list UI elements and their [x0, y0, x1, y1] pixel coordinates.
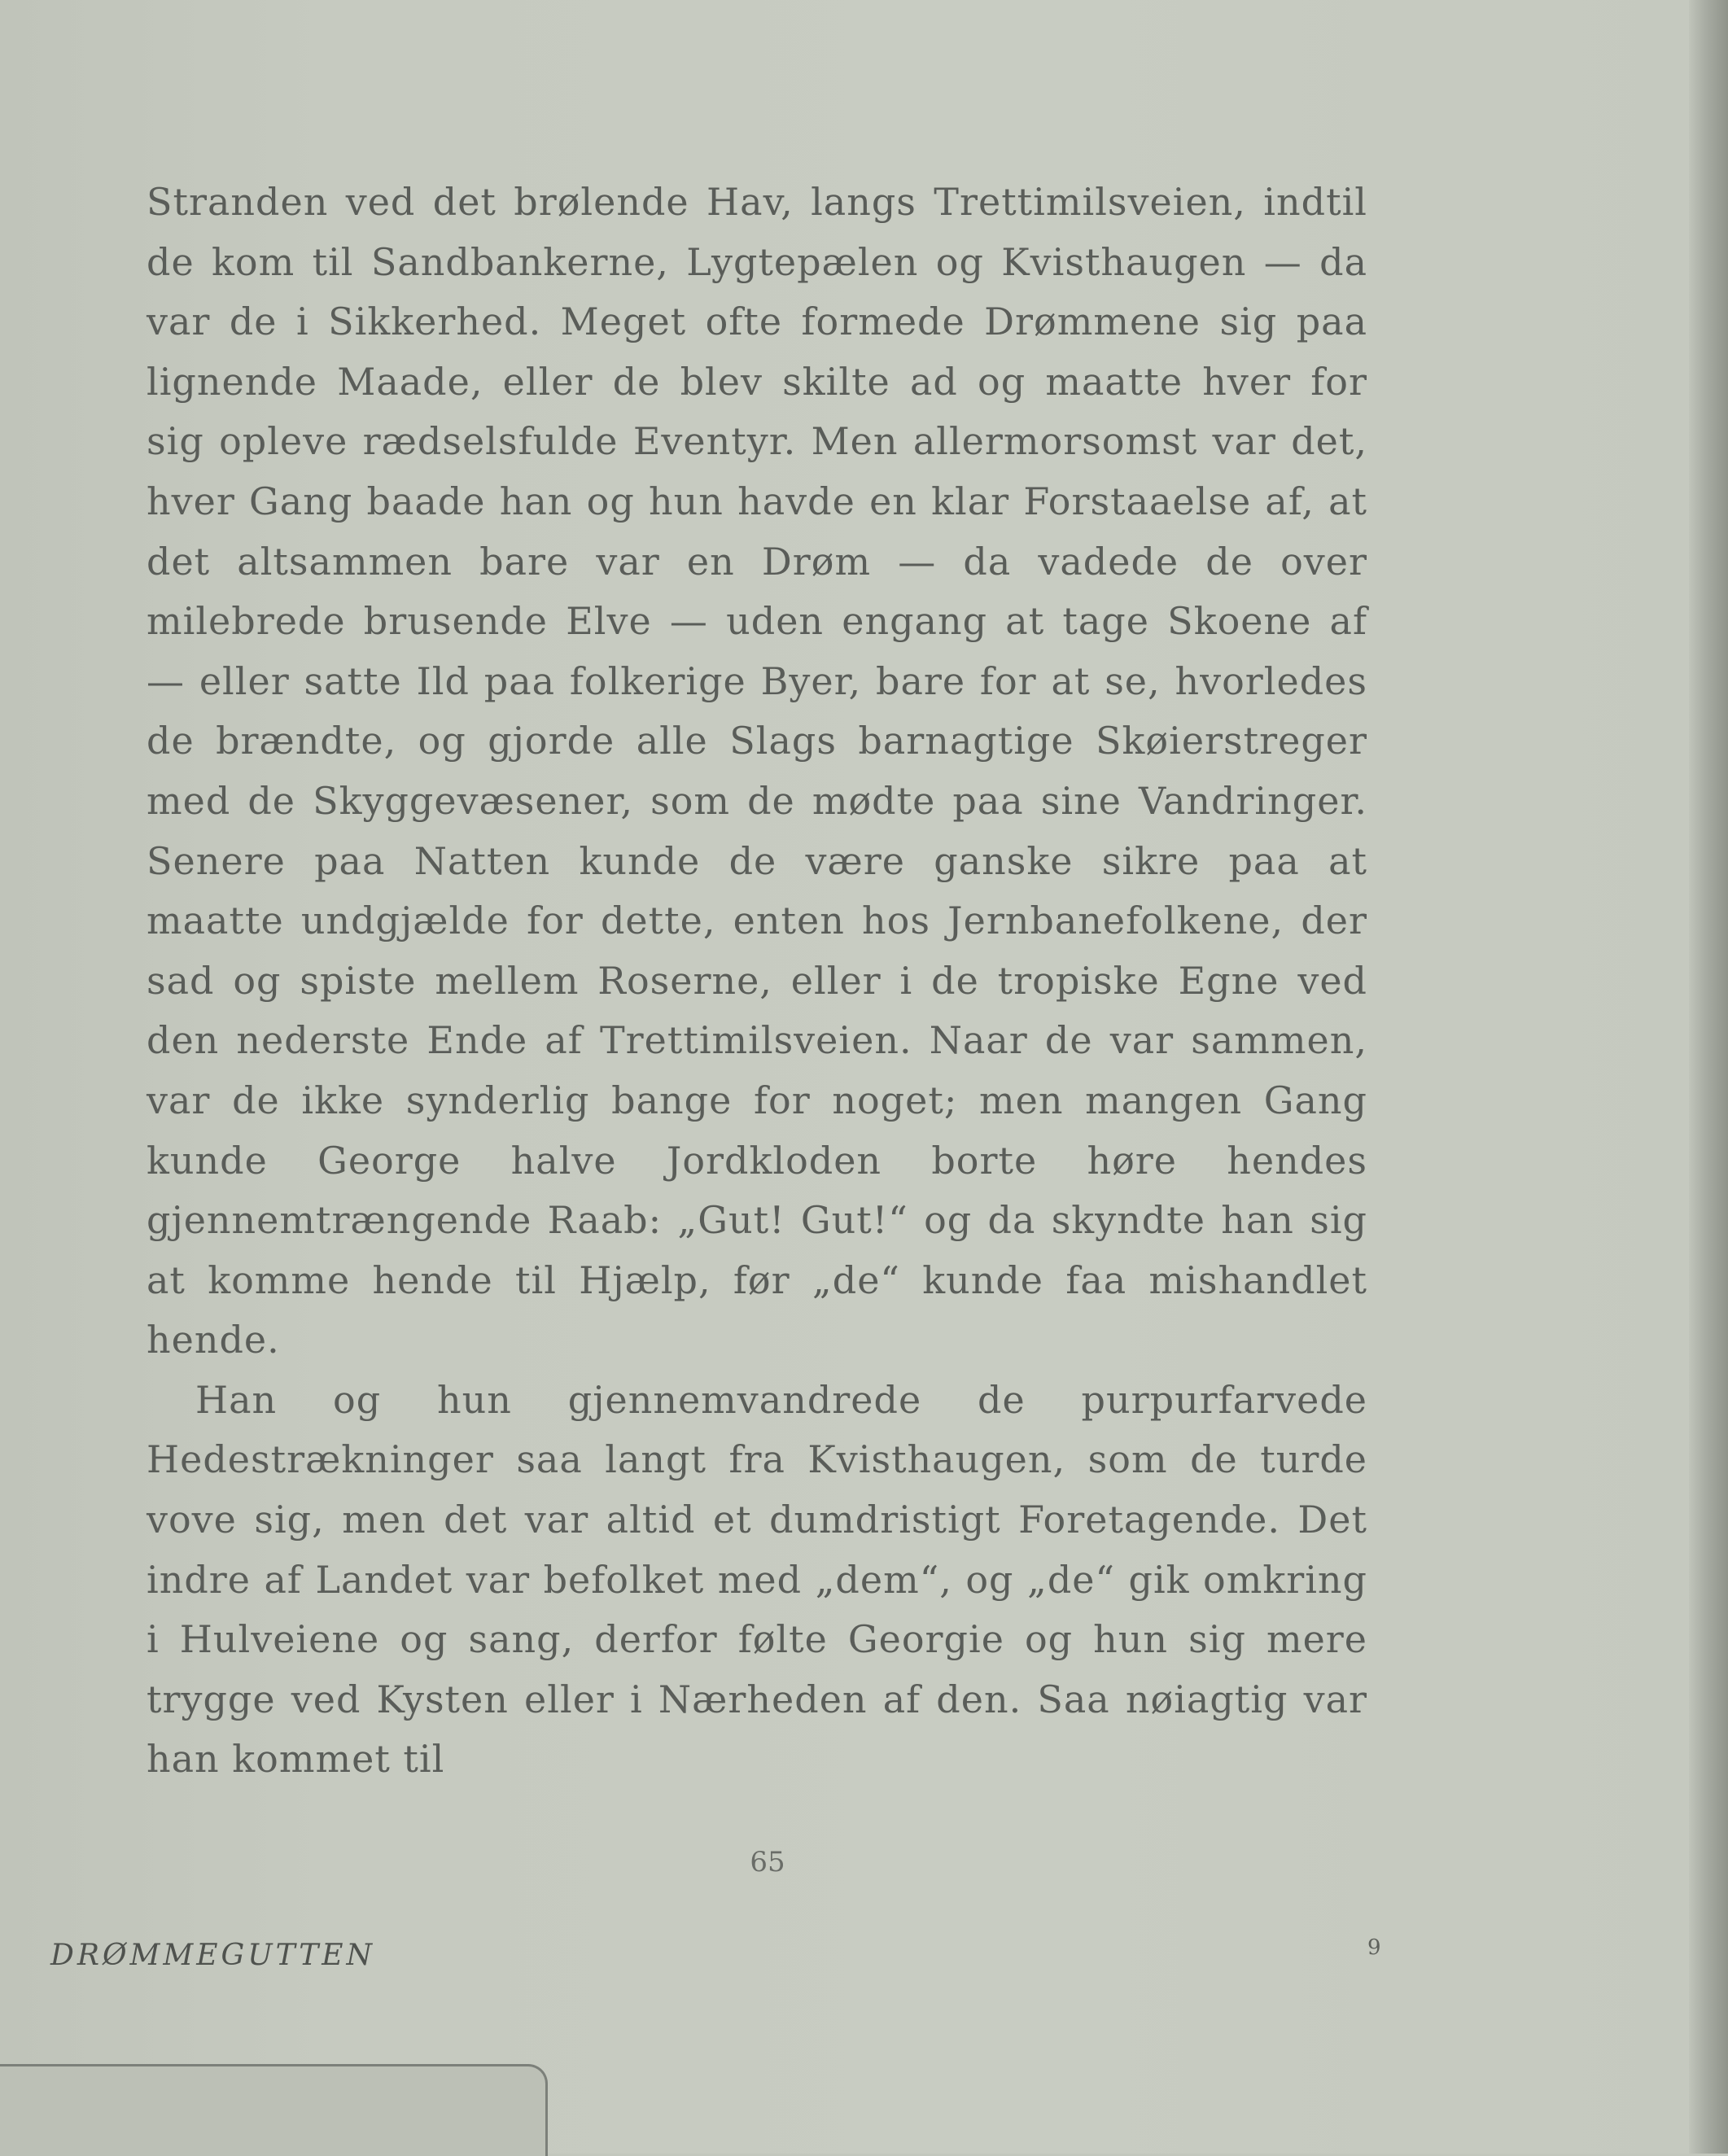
running-title: DRØMMEGUTTEN — [50, 1939, 376, 1972]
paragraph-1: Stranden ved det brølende Hav, langs Trettimilsveien, indtil de kom til Sandbankerne, Lygtepælen og Kvisthaugen — da var de i Sikkerhed. Meget ofte formede Drømmene sig paa lignende Maade, eller de blev skilte ad og maatte hver for sig opleve rædselsfulde Eventyr. Men allermorsomst var det, hver Gang baade han og hun havde en klar Forstaaelse af, at det altsammen bare var en Drøm — da vadede de over milebrede brusende Elve — uden engang at tage Skoene af — eller satte Ild paa folkerige Byer, bare for at se, hvorledes de brændte, og gjorde alle Slags barnagtige Skøierstreger med de Skyggevæsener, som de mødte paa sine Vandringer. Senere paa Natten kunde de være ganske sikre paa at maatte undgjælde for dette, enten hos Jernbanefolkene, der sad og spiste mellem Roserne, eller i de tropiske Egne ved den nederste Ende af Trettimilsveien. Naar de var sammen, var de ikke synderlig bange for noget; men mangen Gang kunde George halve Jordkloden borte høre hendes gjennemtrængende Raab: „Gut! Gut!“ og da skyndte han sig at komme hende til Hjælp, før „de“ kunde faa mishandlet hende. — [147, 180, 1367, 1362]
body-text — [147, 173, 1367, 1790]
page-tab-edge — [0, 2064, 548, 2156]
signature-mark: 9 — [1367, 1935, 1381, 1960]
page-number: 65 — [750, 1846, 785, 1878]
page-edge-shadow — [1689, 0, 1728, 2154]
paragraph-2: Han og hun gjennemvandrede de purpurfarvede Hedestrækninger saa langt fra Kvisthaugen, som de turde vove sig, men det var altid et dumdristigt Foretagende. Det indre af Landet var befolket med „dem“, og „de“ gik omkring i Hulveiene og sang, derfor følte Georgie og hun sig mere trygge ved Kysten eller i Nærheden af den. Saa nøiagtig var han kommet til — [147, 1377, 1367, 1782]
